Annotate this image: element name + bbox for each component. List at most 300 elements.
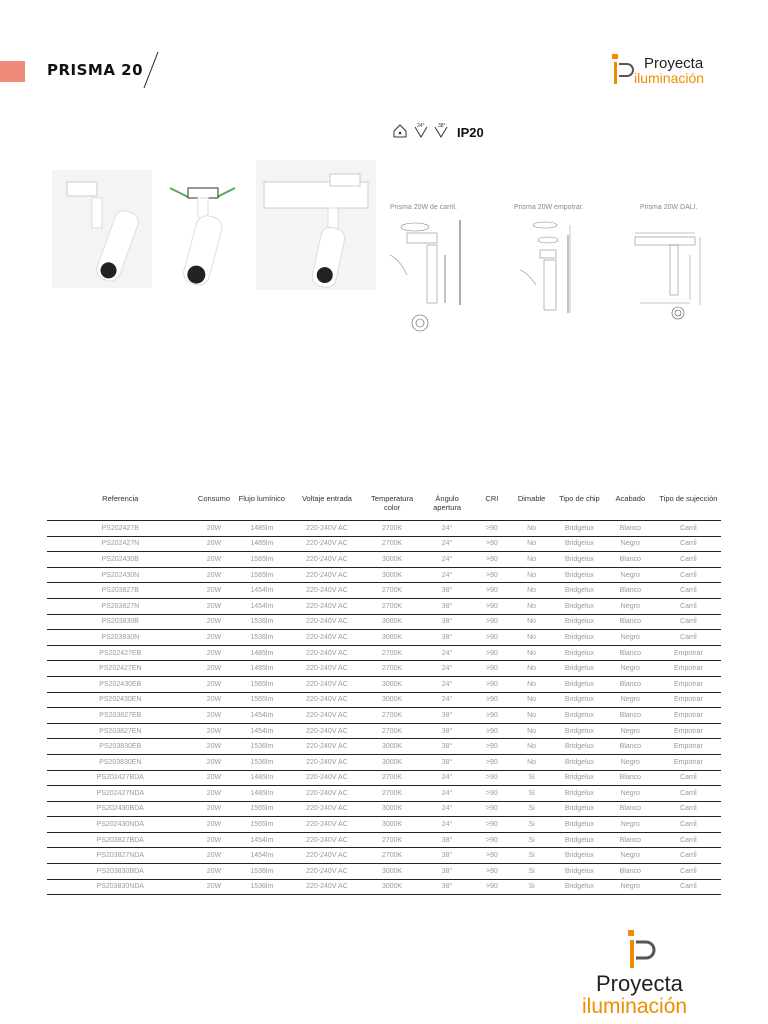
table-cell: 20W xyxy=(194,817,235,833)
table-cell: Blanco xyxy=(605,864,656,880)
table-cell: Negro xyxy=(605,630,656,646)
table-cell: Blanco xyxy=(605,676,656,692)
table-cell: 3000K xyxy=(365,692,420,708)
column-header: Consumo xyxy=(194,494,235,521)
table-cell: 2700K xyxy=(365,645,420,661)
table-cell: 20W xyxy=(194,536,235,552)
table-cell: 24° xyxy=(420,817,475,833)
table-cell: 2700K xyxy=(365,521,420,537)
table-cell: 1536lm xyxy=(234,614,289,630)
table-cell: 20W xyxy=(194,614,235,630)
table-cell: Bridgelux xyxy=(554,552,605,568)
column-header: Flujo lumínico xyxy=(234,494,289,521)
table-row xyxy=(47,536,721,552)
table-cell: Blanco xyxy=(605,708,656,724)
table-cell: PS202427B xyxy=(47,521,194,537)
table-cell: 1454lm xyxy=(234,848,289,864)
table-row xyxy=(47,801,721,817)
table-cell: 2700K xyxy=(365,661,420,677)
table-cell: >90 xyxy=(475,598,510,614)
table-cell: No xyxy=(509,521,554,537)
table-cell: 2700K xyxy=(365,848,420,864)
table-cell: >90 xyxy=(475,692,510,708)
table-cell: 20W xyxy=(194,754,235,770)
table-cell: Si xyxy=(509,864,554,880)
table-cell: 2700K xyxy=(365,770,420,786)
table-cell: No xyxy=(509,567,554,583)
table-cell: 3000K xyxy=(365,614,420,630)
table-cell: 20W xyxy=(194,832,235,848)
table-cell: 1485lm xyxy=(234,645,289,661)
table-cell: PS202427N xyxy=(47,536,194,552)
table-cell: Negro xyxy=(605,754,656,770)
table-cell: Si xyxy=(509,879,554,895)
table-cell: 1536lm xyxy=(234,739,289,755)
table-cell: PS202430N xyxy=(47,567,194,583)
table-cell: 1485lm xyxy=(234,786,289,802)
table-cell: >90 xyxy=(475,801,510,817)
table-cell: Blanco xyxy=(605,770,656,786)
footer-logo-line1: Proyecta xyxy=(596,971,683,996)
table-cell: 24° xyxy=(420,645,475,661)
table-cell: Negro xyxy=(605,567,656,583)
table-cell: PS202427EB xyxy=(47,645,194,661)
table-cell: Empotrar xyxy=(656,723,721,739)
table-cell: 1536lm xyxy=(234,630,289,646)
table-cell: PS202430B xyxy=(47,552,194,568)
table-cell: Blanco xyxy=(605,552,656,568)
column-header: Tipo de chip xyxy=(554,494,605,521)
table-cell: Negro xyxy=(605,723,656,739)
brand-logo-line2: iluminación xyxy=(634,70,705,86)
table-cell: No xyxy=(509,676,554,692)
table-cell: 220-240V AC xyxy=(289,552,364,568)
table-cell: Carril xyxy=(656,552,721,568)
table-cell: Carril xyxy=(656,598,721,614)
table-cell: 1485lm xyxy=(234,661,289,677)
table-cell: Carril xyxy=(656,848,721,864)
table-cell: 38° xyxy=(420,848,475,864)
table-row xyxy=(47,723,721,739)
table-cell: 1565lm xyxy=(234,692,289,708)
table-row xyxy=(47,879,721,895)
table-cell: 24° xyxy=(420,676,475,692)
diagram-label-dali: Prisma 20W DALI. xyxy=(640,204,698,211)
table-cell: Bridgelux xyxy=(554,692,605,708)
table-cell: 24° xyxy=(420,786,475,802)
table-cell: 1565lm xyxy=(234,801,289,817)
table-cell: 3000K xyxy=(365,567,420,583)
table-cell: Bridgelux xyxy=(554,786,605,802)
table-row xyxy=(47,786,721,802)
table-cell: PS203830N xyxy=(47,630,194,646)
table-cell: 38° xyxy=(420,879,475,895)
table-cell: Bridgelux xyxy=(554,630,605,646)
table-cell: Bridgelux xyxy=(554,770,605,786)
table-cell: Negro xyxy=(605,598,656,614)
table-cell: 1565lm xyxy=(234,567,289,583)
table-cell: No xyxy=(509,661,554,677)
table-cell: PS202430NDA xyxy=(47,817,194,833)
table-cell: 3000K xyxy=(365,864,420,880)
table-cell: Bridgelux xyxy=(554,879,605,895)
table-cell: 220-240V AC xyxy=(289,614,364,630)
table-cell: 1536lm xyxy=(234,754,289,770)
table-cell: 38° xyxy=(420,598,475,614)
table-cell: 220-240V AC xyxy=(289,567,364,583)
table-cell: 3000K xyxy=(365,801,420,817)
table-cell: Negro xyxy=(605,536,656,552)
table-cell: 20W xyxy=(194,567,235,583)
table-cell: Bridgelux xyxy=(554,832,605,848)
table-cell: >90 xyxy=(475,723,510,739)
table-cell: >90 xyxy=(475,879,510,895)
table-cell: >90 xyxy=(475,848,510,864)
table-cell: PS203830EB xyxy=(47,739,194,755)
beam-angle-38-label: 38° xyxy=(438,123,446,129)
table-cell: 20W xyxy=(194,521,235,537)
table-cell: 220-240V AC xyxy=(289,536,364,552)
table-row xyxy=(47,848,721,864)
table-cell: 20W xyxy=(194,708,235,724)
table-cell: 1485lm xyxy=(234,536,289,552)
table-cell: 220-240V AC xyxy=(289,708,364,724)
table-cell: 20W xyxy=(194,692,235,708)
column-header: Referencia xyxy=(47,494,194,521)
table-cell: 24° xyxy=(420,801,475,817)
table-cell: 220-240V AC xyxy=(289,645,364,661)
table-cell: Blanco xyxy=(605,645,656,661)
table-cell: Blanco xyxy=(605,739,656,755)
table-cell: 38° xyxy=(420,614,475,630)
table-cell: Si xyxy=(509,801,554,817)
table-cell: >90 xyxy=(475,521,510,537)
table-cell: Carril xyxy=(656,521,721,537)
table-cell: >90 xyxy=(475,770,510,786)
table-cell: Bridgelux xyxy=(554,661,605,677)
table-cell: No xyxy=(509,739,554,755)
table-cell: 2700K xyxy=(365,598,420,614)
table-cell: No xyxy=(509,708,554,724)
footer-logo-line2: iluminación xyxy=(582,995,688,1018)
table-cell: PS203827NDA xyxy=(47,848,194,864)
column-header: Acabado xyxy=(605,494,656,521)
table-cell: No xyxy=(509,536,554,552)
table-cell: >90 xyxy=(475,832,510,848)
table-cell: >90 xyxy=(475,567,510,583)
table-cell: 1454lm xyxy=(234,708,289,724)
table-cell: >90 xyxy=(475,583,510,599)
table-cell: Carril xyxy=(656,567,721,583)
table-cell: 20W xyxy=(194,864,235,880)
table-cell: Bridgelux xyxy=(554,676,605,692)
table-row xyxy=(47,598,721,614)
table-cell: Blanco xyxy=(605,583,656,599)
table-cell: >90 xyxy=(475,614,510,630)
table-cell: 220-240V AC xyxy=(289,661,364,677)
table-cell: Blanco xyxy=(605,801,656,817)
table-cell: PS202430BDA xyxy=(47,801,194,817)
table-cell: 38° xyxy=(420,630,475,646)
table-cell: Carril xyxy=(656,864,721,880)
table-cell: Empotrar xyxy=(656,676,721,692)
page-title: PRISMA 20 xyxy=(47,61,144,79)
table-cell: Si xyxy=(509,848,554,864)
table-cell: No xyxy=(509,583,554,599)
product-photo-dali xyxy=(256,160,376,290)
table-cell: 3000K xyxy=(365,552,420,568)
table-cell: Bridgelux xyxy=(554,708,605,724)
table-cell: Si xyxy=(509,817,554,833)
table-row xyxy=(47,832,721,848)
brand-logo-line1: Proyecta xyxy=(644,55,704,72)
table-cell: Bridgelux xyxy=(554,864,605,880)
table-cell: Carril xyxy=(656,879,721,895)
table-cell: Bridgelux xyxy=(554,739,605,755)
table-cell: 20W xyxy=(194,630,235,646)
table-cell: Bridgelux xyxy=(554,817,605,833)
table-cell: Bridgelux xyxy=(554,567,605,583)
table-cell: 3000K xyxy=(365,879,420,895)
table-cell: Blanco xyxy=(605,521,656,537)
table-cell: >90 xyxy=(475,676,510,692)
table-cell: Empotrar xyxy=(656,739,721,755)
table-cell: Negro xyxy=(605,661,656,677)
table-cell: 1565lm xyxy=(234,552,289,568)
table-header-row xyxy=(47,494,721,521)
table-cell: 2700K xyxy=(365,708,420,724)
column-header: Tipo de sujección xyxy=(656,494,721,521)
table-cell: PS203827N xyxy=(47,598,194,614)
table-cell: 220-240V AC xyxy=(289,754,364,770)
table-cell: 24° xyxy=(420,521,475,537)
table-row xyxy=(47,521,721,537)
table-cell: 1536lm xyxy=(234,864,289,880)
table-cell: Carril xyxy=(656,536,721,552)
table-cell: >90 xyxy=(475,552,510,568)
table-cell: 20W xyxy=(194,598,235,614)
table-cell: 220-240V AC xyxy=(289,864,364,880)
table-cell: 20W xyxy=(194,552,235,568)
table-cell: Bridgelux xyxy=(554,645,605,661)
table-cell: 20W xyxy=(194,676,235,692)
table-cell: No xyxy=(509,692,554,708)
table-cell: 220-240V AC xyxy=(289,848,364,864)
beam-angle-24-label: 24° xyxy=(417,123,425,129)
table-cell: 38° xyxy=(420,708,475,724)
table-cell: Bridgelux xyxy=(554,521,605,537)
table-cell: PS203830BDA xyxy=(47,864,194,880)
table-cell: 3000K xyxy=(365,630,420,646)
table-cell: 20W xyxy=(194,645,235,661)
table-cell: 3000K xyxy=(365,676,420,692)
table-cell: 20W xyxy=(194,879,235,895)
table-cell: 2700K xyxy=(365,832,420,848)
table-cell: >90 xyxy=(475,754,510,770)
table-cell: 38° xyxy=(420,754,475,770)
table-cell: 20W xyxy=(194,770,235,786)
table-cell: >90 xyxy=(475,536,510,552)
diagram-label-rail: Prisma 20W de carril. xyxy=(390,204,457,211)
table-cell: 24° xyxy=(420,536,475,552)
table-row xyxy=(47,645,721,661)
table-cell: Bridgelux xyxy=(554,801,605,817)
table-cell: Blanco xyxy=(605,832,656,848)
table-cell: 1536lm xyxy=(234,879,289,895)
table-cell: No xyxy=(509,723,554,739)
diagram-rail xyxy=(385,215,470,340)
table-cell: 20W xyxy=(194,723,235,739)
table-cell: Carril xyxy=(656,583,721,599)
table-cell: PS202430EB xyxy=(47,676,194,692)
table-cell: 1454lm xyxy=(234,832,289,848)
table-cell: Negro xyxy=(605,786,656,802)
table-body xyxy=(47,521,721,895)
table-row xyxy=(47,739,721,755)
spec-table xyxy=(47,494,721,895)
table-cell: >90 xyxy=(475,708,510,724)
table-cell: Negro xyxy=(605,848,656,864)
table-cell: Carril xyxy=(656,630,721,646)
table-cell: Empotrar xyxy=(656,708,721,724)
table-cell: Si xyxy=(509,786,554,802)
table-cell: 220-240V AC xyxy=(289,583,364,599)
table-row xyxy=(47,583,721,599)
spec-icons xyxy=(393,123,453,139)
table-cell: 1485lm xyxy=(234,521,289,537)
table-cell: >90 xyxy=(475,645,510,661)
ip-rating: IP20 xyxy=(457,125,484,140)
table-cell: 20W xyxy=(194,583,235,599)
table-cell: Carril xyxy=(656,817,721,833)
table-row xyxy=(47,864,721,880)
table-cell: Bridgelux xyxy=(554,848,605,864)
table-cell: 38° xyxy=(420,723,475,739)
table-cell: PS202427EN xyxy=(47,661,194,677)
table-row xyxy=(47,661,721,677)
table-cell: Bridgelux xyxy=(554,723,605,739)
table-cell: 24° xyxy=(420,661,475,677)
table-cell: 1454lm xyxy=(234,583,289,599)
column-header: CRI xyxy=(475,494,510,521)
table-cell: No xyxy=(509,598,554,614)
table-cell: >90 xyxy=(475,739,510,755)
table-cell: 220-240V AC xyxy=(289,723,364,739)
table-cell: 24° xyxy=(420,567,475,583)
table-row xyxy=(47,614,721,630)
table-cell: 24° xyxy=(420,692,475,708)
table-cell: >90 xyxy=(475,661,510,677)
table-cell: PS203827EN xyxy=(47,723,194,739)
table-cell: 1565lm xyxy=(234,817,289,833)
table-row xyxy=(47,630,721,646)
table-cell: PS203830B xyxy=(47,614,194,630)
table-cell: 38° xyxy=(420,864,475,880)
table-cell: 20W xyxy=(194,801,235,817)
table-cell: 38° xyxy=(420,583,475,599)
table-cell: 24° xyxy=(420,770,475,786)
table-cell: 220-240V AC xyxy=(289,832,364,848)
table-cell: Carril xyxy=(656,801,721,817)
table-cell: PS202427NDA xyxy=(47,786,194,802)
table-cell: Negro xyxy=(605,879,656,895)
table-cell: 38° xyxy=(420,739,475,755)
product-photo-recessed xyxy=(160,180,245,290)
table-cell: 220-240V AC xyxy=(289,598,364,614)
table-cell: Carril xyxy=(656,614,721,630)
table-cell: Bridgelux xyxy=(554,754,605,770)
table-cell: 2700K xyxy=(365,786,420,802)
table-cell: Negro xyxy=(605,692,656,708)
column-header: Voltaje entrada xyxy=(289,494,364,521)
table-cell: Negro xyxy=(605,817,656,833)
table-cell: 220-240V AC xyxy=(289,521,364,537)
table-cell: 20W xyxy=(194,661,235,677)
table-row xyxy=(47,770,721,786)
table-cell: Empotrar xyxy=(656,661,721,677)
table-cell: 2700K xyxy=(365,583,420,599)
table-cell: 38° xyxy=(420,832,475,848)
table-cell: Blanco xyxy=(605,614,656,630)
table-cell: Bridgelux xyxy=(554,598,605,614)
diagram-label-recessed: Prisma 20W empotrar. xyxy=(514,204,584,211)
table-cell: Bridgelux xyxy=(554,614,605,630)
table-cell: 3000K xyxy=(365,739,420,755)
table-row xyxy=(47,754,721,770)
table-cell: Empotrar xyxy=(656,692,721,708)
table-cell: PS202427BDA xyxy=(47,770,194,786)
table-cell: >90 xyxy=(475,786,510,802)
table-cell: >90 xyxy=(475,817,510,833)
table-cell: 1454lm xyxy=(234,598,289,614)
table-row xyxy=(47,708,721,724)
title-slash-divider xyxy=(140,50,162,90)
table-cell: 1485lm xyxy=(234,770,289,786)
table-cell: PS203830EN xyxy=(47,754,194,770)
beam-angle-38-icon xyxy=(435,123,447,137)
table-cell: 2700K xyxy=(365,723,420,739)
table-cell: PS203830NDA xyxy=(47,879,194,895)
table-cell: 3000K xyxy=(365,817,420,833)
table-cell: No xyxy=(509,754,554,770)
table-cell: No xyxy=(509,552,554,568)
table-cell: Carril xyxy=(656,770,721,786)
table-cell: 3000K xyxy=(365,754,420,770)
column-header: Ángulo apertura xyxy=(420,494,475,521)
table-cell: 20W xyxy=(194,786,235,802)
table-cell: 220-240V AC xyxy=(289,676,364,692)
column-header: Temperatura color xyxy=(365,494,420,521)
table-cell: No xyxy=(509,630,554,646)
table-cell: No xyxy=(509,645,554,661)
table-cell: 20W xyxy=(194,739,235,755)
column-header: Dimable xyxy=(509,494,554,521)
table-cell: 220-240V AC xyxy=(289,801,364,817)
table-cell: Bridgelux xyxy=(554,583,605,599)
table-cell: No xyxy=(509,614,554,630)
table-cell: Si xyxy=(509,832,554,848)
table-cell: Empotrar xyxy=(656,645,721,661)
beam-angle-24-icon xyxy=(415,123,427,137)
table-cell: 1454lm xyxy=(234,723,289,739)
table-row xyxy=(47,817,721,833)
table-cell: 24° xyxy=(420,552,475,568)
table-cell: Empotrar xyxy=(656,754,721,770)
diagram-dali xyxy=(630,225,715,325)
table-cell: 2700K xyxy=(365,536,420,552)
table-cell: 1565lm xyxy=(234,676,289,692)
table-cell: Carril xyxy=(656,786,721,802)
